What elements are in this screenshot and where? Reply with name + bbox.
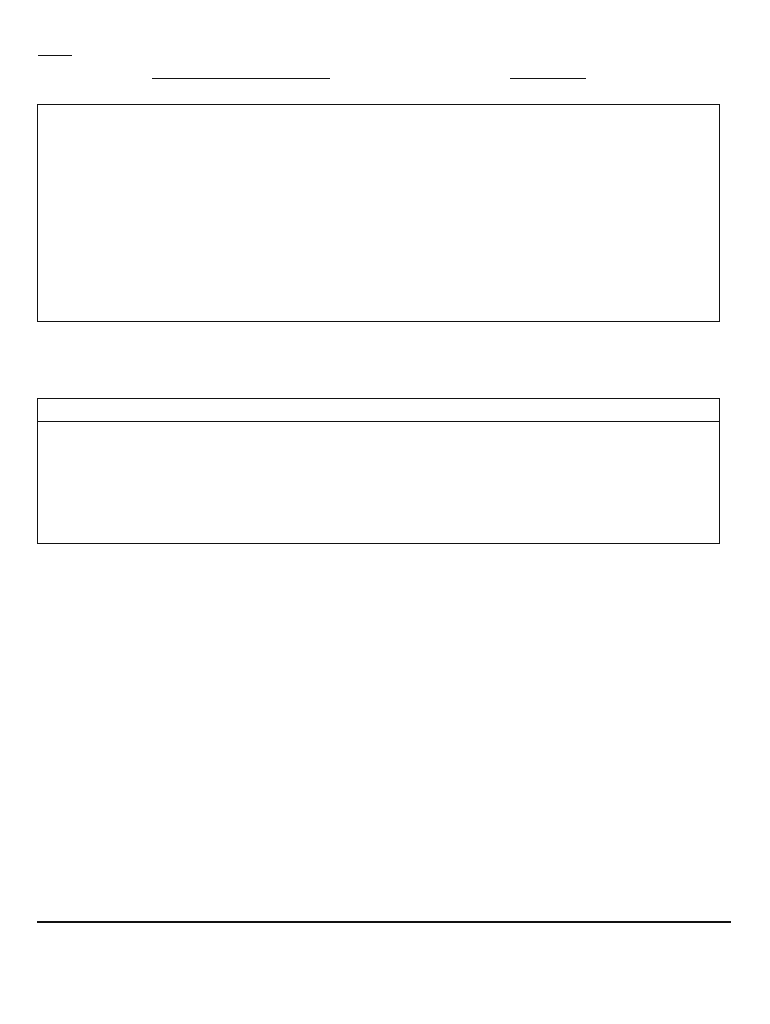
personal-info-section: [37, 104, 720, 322]
tax-year-field[interactable]: [38, 38, 72, 56]
dependents-section: [37, 398, 720, 544]
appointment-date-field[interactable]: [152, 66, 330, 79]
tax-year-label: [38, 38, 72, 56]
time-line: [510, 66, 586, 79]
appointment-time-field[interactable]: [510, 66, 586, 79]
appointment-line: [140, 66, 330, 79]
